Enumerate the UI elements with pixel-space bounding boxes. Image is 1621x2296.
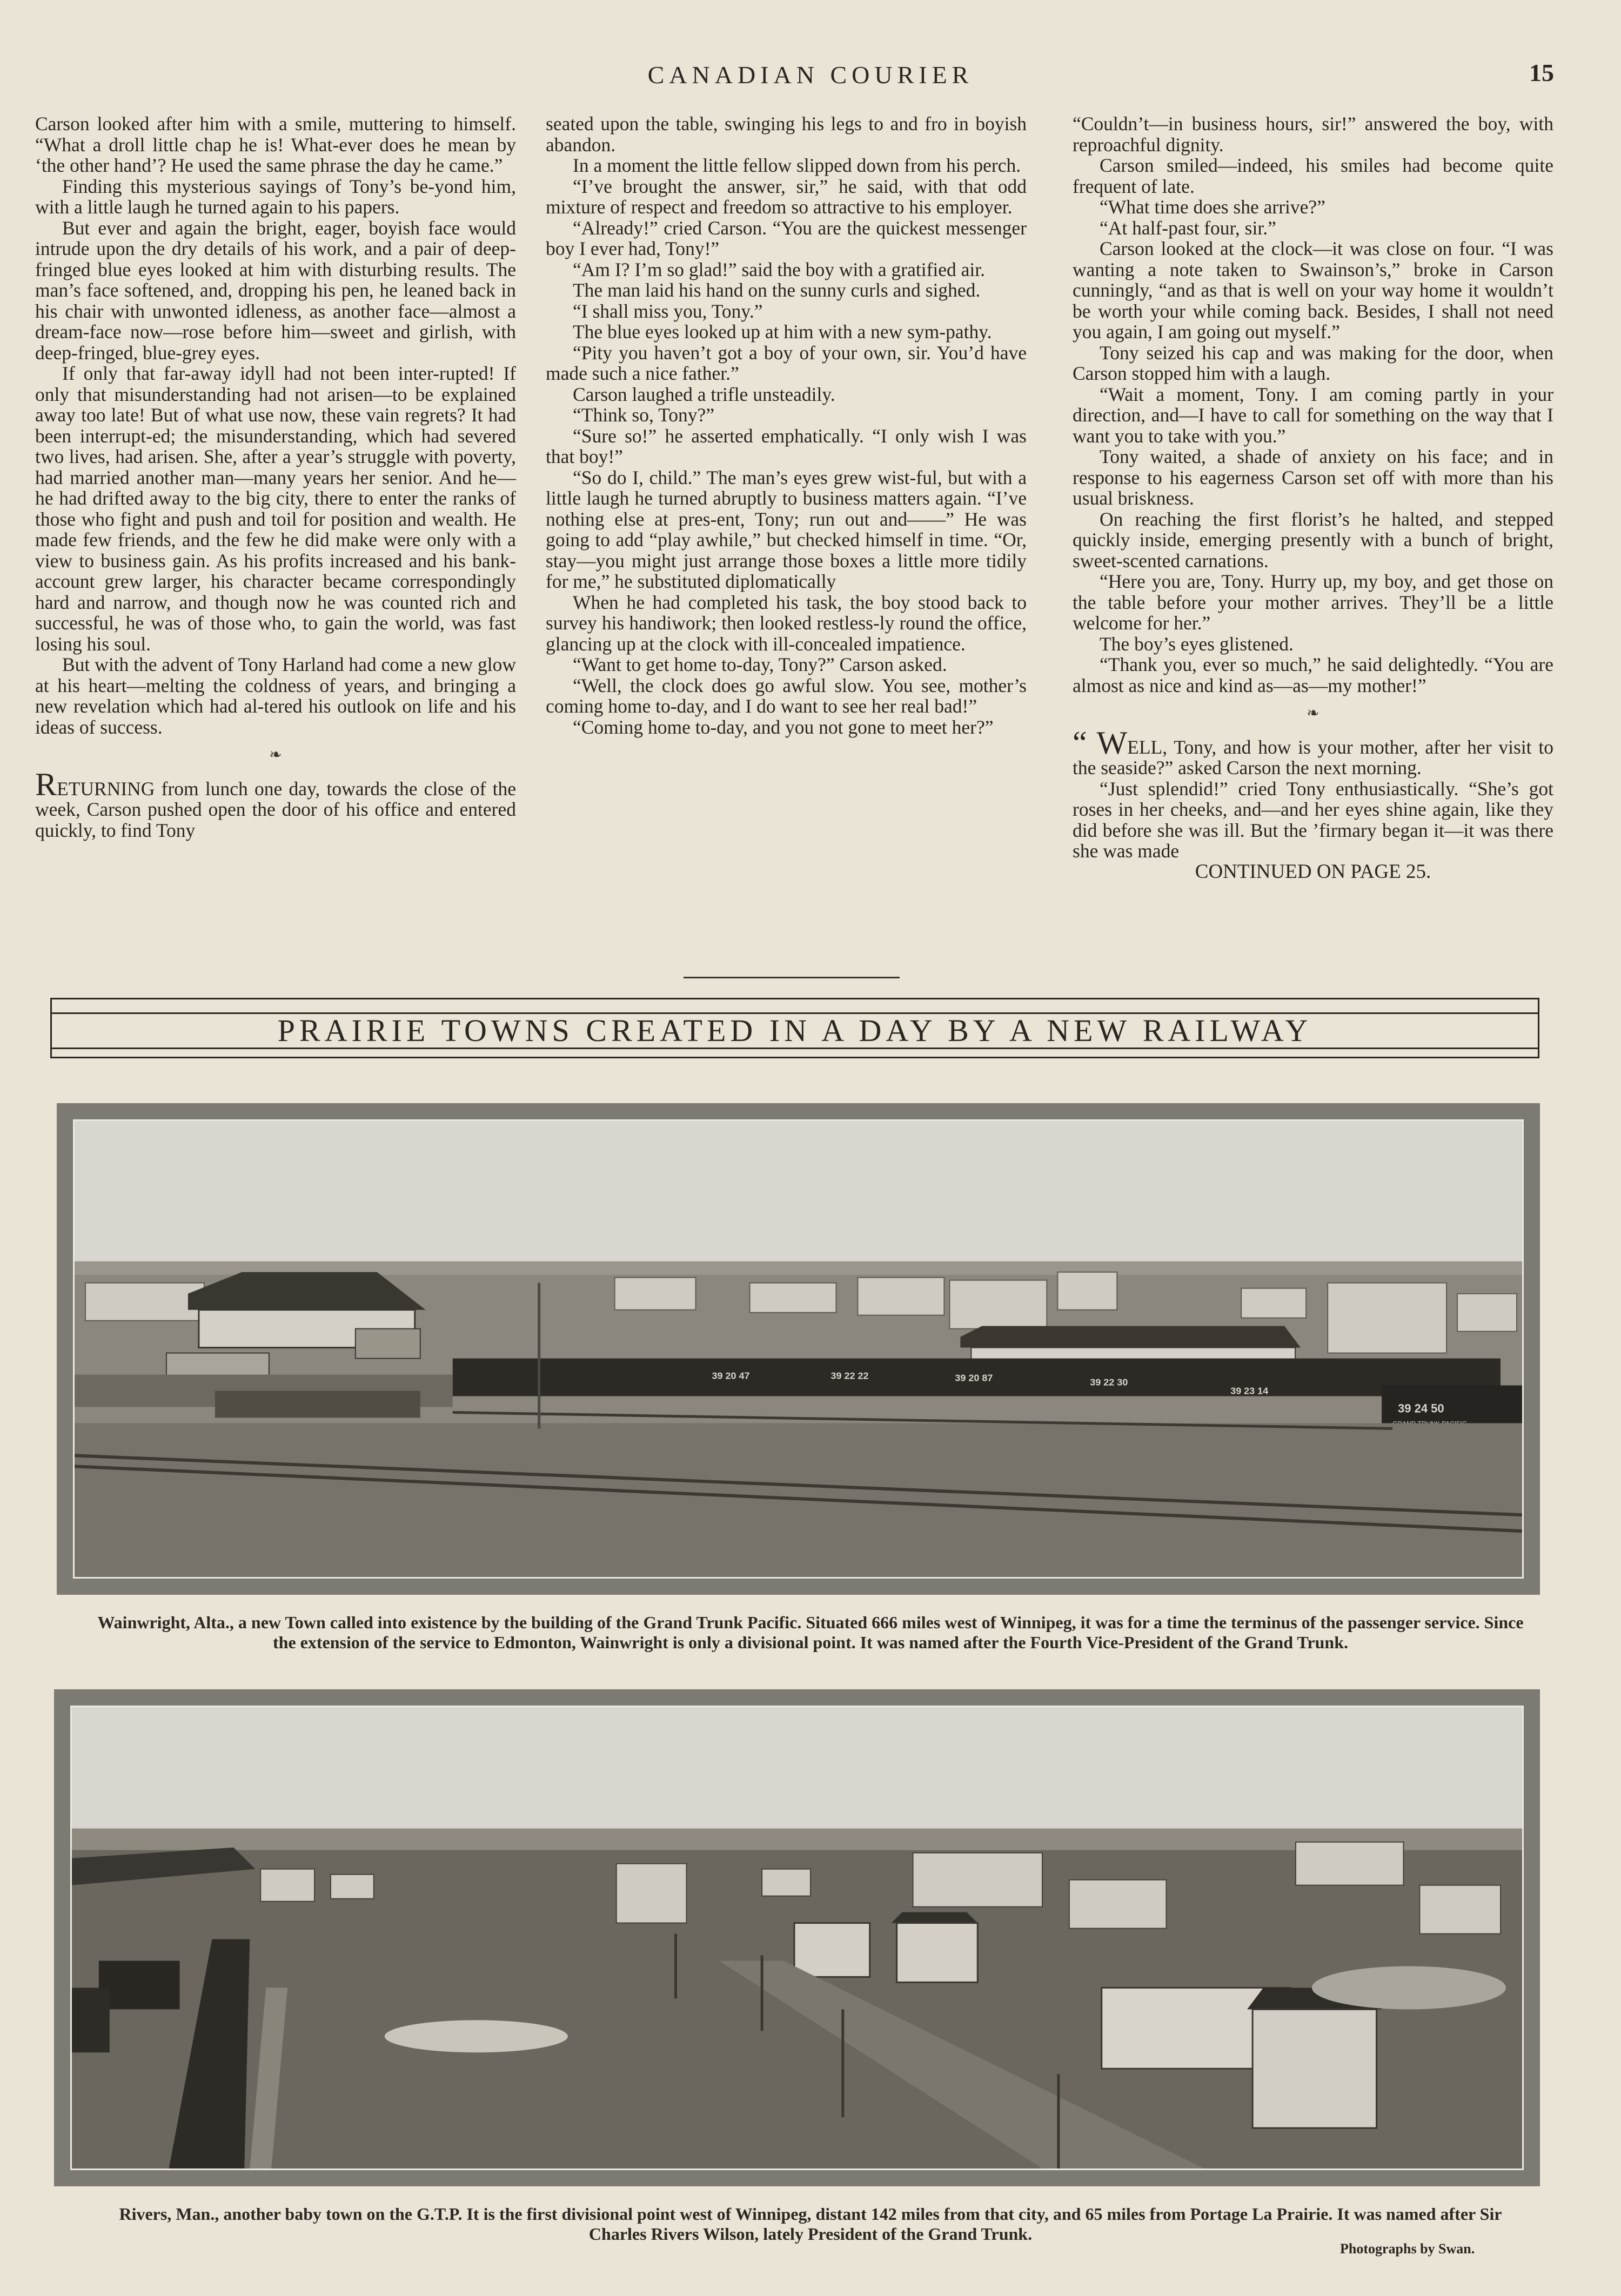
paragraph: “Pity you haven’t got a boy of your own, sir. You’d have made such a nice father.” — [546, 341, 1027, 384]
freight-car-number: 39 23 14 — [1230, 1385, 1269, 1397]
paragraph: Carson looked at the clock—it was close on four. “I was wanting a note taken to Swainson’s,” broke in Carson cunningly, “and as that is well on your way home it wouldn’t be worth your while coming back. Besides, I shall not need you again, I am going out myself.” — [1073, 238, 1553, 343]
page-header-title: CANADIAN COURIER — [647, 61, 974, 89]
paragraph: “Here you are, Tony. Hurry up, my boy, and get those on the table before your mother arrives. They’ll be a little welcome for her.” — [1073, 570, 1553, 634]
paragraph: seated upon the table, swinging his legs to and fro in boyish abandon. — [546, 113, 1027, 156]
paragraph: “Wait a moment, Tony. I am coming partly in your direction, and—I have to call for something on the way that I want you to take with you.” — [1073, 383, 1553, 447]
paragraph: The blue eyes looked up at him with a new sym-pathy. — [573, 321, 992, 343]
paragraph: But ever and again the bright, eager, boyish face would intrude upon the dry details of his work, and a pair of deep-fringed blue eyes looked at him with disturbing results. The man’s face softened, and, dropping his pen, he leaned back in his chair with unwonted idleness, as another face—almost a dream-face now—rose before him—sweet and girlish, with deep-fringed, blue-grey eyes. — [35, 217, 516, 364]
paragraph: “I shall miss you, Tony.” — [573, 300, 763, 322]
paragraph: “Am I? I’m so glad!” said the boy with a gratified air. — [573, 258, 986, 280]
paragraph: Carson looked after him with a smile, muttering to himself. “What a droll little chap he is! What-ever does he mean by ‘the other hand’? He used the same phrase the day he came.” — [35, 113, 516, 176]
paragraph: “Already!” cried Carson. “You are the quickest messenger boy I ever had, Tony!” — [546, 217, 1027, 259]
paragraph: Finding this mysterious sayings of Tony’s be-yond him, with a little laugh he turned again to his papers. — [35, 175, 516, 218]
freight-car-number: 39 20 87 — [955, 1372, 993, 1384]
section-title: PRAIRIE TOWNS CREATED IN A DAY BY A NEW RAILWAY — [277, 1013, 1312, 1048]
freight-car-number: 39 20 47 — [712, 1370, 750, 1381]
story-column-2 — [546, 113, 1027, 737]
paragraph: “Well, the clock does go awful slow. You see, mother’s coming home to-day, and I do want to see her real bad!” — [546, 674, 1027, 717]
paragraph: But with the advent of Tony Harland had come a new glow at his heart—melting the coldness of years, and bringing a new revelation which had al-tered his outlook on life and his ideas of success. — [35, 654, 516, 738]
freight-car-number: 39 22 30 — [1090, 1377, 1128, 1388]
section-divider-rule — [684, 977, 900, 978]
wainwright-photo-frame — [57, 1103, 1540, 1595]
paragraph: “Sure so!” he asserted emphatically. “I only wish I was that boy!” — [546, 425, 1027, 467]
section-ornament: ❧ — [1307, 705, 1319, 722]
photo-credit: Photographs by Swan. — [1340, 2241, 1475, 2257]
paragraph: “Couldn’t—in business hours, sir!” answered the boy, with reproachful dignity. — [1073, 113, 1553, 156]
paragraph: “Coming home to-day, and you not gone to meet her?” — [573, 716, 994, 738]
paragraph: Carson laughed a trifle unsteadily. — [573, 383, 835, 405]
paragraph-text: ELL, Tony, and how is your mother, after her visit to the seaside?” asked Carson the next morning. — [1073, 736, 1553, 778]
drop-cap: “ W — [1073, 724, 1128, 761]
drop-cap: R — [35, 766, 57, 802]
paragraph: On reaching the first florist’s he halted, and stepped quickly inside, emerging presently with a bunch of bright, sweet-scented carnations. — [1073, 508, 1553, 572]
wainwright-photo — [73, 1119, 1524, 1579]
paragraph-text: ETURNING from lunch one day, towards the close of the week, Carson pushed open the door of his office and entered quickly, to find Tony — [35, 777, 516, 841]
paragraph: The boy’s eyes glistened. — [1100, 633, 1294, 655]
paragraph: “What time does she arrive?” — [1100, 196, 1325, 218]
section-banner — [50, 998, 1539, 1058]
rivers-photo-frame — [54, 1689, 1540, 2186]
banner-rule — [52, 1012, 1538, 1049]
section-ornament: ❧ — [269, 747, 282, 763]
paragraph: When he had completed his task, the boy stood back to survey his handiwork; then looked restless-ly round the office, glancing up at the clock with ill-concealed impatience. — [546, 591, 1027, 655]
paragraph: “I’ve brought the answer, sir,” he said, with that odd mixture of respect and freedom so attractive to his employer. — [546, 175, 1027, 218]
paragraph: Tony waited, a shade of anxiety on his face; and in response to his eagerness Carson set off with more than his usual briskness. — [1073, 446, 1553, 509]
paragraph: Tony seized his cap and was making for the door, when Carson stopped him with a laugh. — [1073, 341, 1553, 384]
freight-car-number: 39 22 22 — [830, 1370, 869, 1381]
paragraph: The man laid his hand on the sunny curls and sighed. — [573, 279, 981, 301]
rivers-photo — [70, 1706, 1524, 2170]
wainwright-photo-image — [75, 1121, 1522, 1577]
paragraph: “Thank you, ever so much,” he said delightedly. “You are almost as nice and kind as—as—my mother!” — [1073, 654, 1553, 696]
paragraph: “So do I, child.” The man’s eyes grew wist-ful, but with a little laugh he turned abruptly to business matters again. “I’ve nothing else at pres-ent, Tony; run out and——” He was going to add “play awhile,” but checked himself in time. “Or, stay—you might just arrange those boxes a little more tidily for me,” he substituted diplomatically — [546, 466, 1027, 592]
story-column-1 — [35, 113, 516, 841]
wainwright-caption: Wainwright, Alta., a new Town called into existence by the building of the Grand Trunk Pacific. Situated 666 miles west of Winnipeg, it was for a time the terminus of the passenger service. Since the extension of the service to Edmonton, Wainwright is only a divisional point. It was named after the Fourth Vice-President of the Grand Trunk. — [97, 1613, 1524, 1652]
story-column-3 — [1073, 113, 1553, 882]
paragraph — [35, 766, 516, 841]
page-number: 15 — [1529, 59, 1554, 86]
paragraph: In a moment the little fellow slipped down from his perch. — [573, 155, 1021, 176]
paragraph: “Just splendid!” cried Tony enthusiastically. “She’s got roses in her cheeks, and—and her eyes shine again, like they did before she was ill. But the ’firmary began it—it was there she was made — [1073, 777, 1553, 862]
freight-car-number: 39 24 50 — [1398, 1401, 1444, 1415]
paragraph: “Think so, Tony?” — [573, 404, 715, 426]
rivers-caption: Rivers, Man., another baby town on the G.T.P. It is the first divisional point west of Winnipeg, distant 142 miles from that city, and 65 miles from Portage La Prairie. It was named after Sir Charles Rivers Wilson, lately President of the Grand Trunk. — [119, 2204, 1502, 2244]
continued-notice: CONTINUED ON PAGE 25. — [1195, 860, 1431, 883]
paragraph — [1073, 724, 1553, 778]
paragraph: If only that far-away idyll had not been inter-rupted! If only that misunderstanding had not arisen—to be explained away too late! But of what use now, these vain regrets? It had been interrupt-ed; the misunderstanding, which had severed two lives, had arisen. She, after a year’s struggle with poverty, had married another man—many years her senior. And he—he had drifted away to the big city, there to enter the ranks of those who fight and push and toil for position and wealth. He made few friends, and the few he did make were only with a view to business gain. As his profits increased and his bank-account grew larger, his character became correspondingly hard and narrow, and though now he was counted rich and successful, he was of those who, to gain the world, was fast losing his soul. — [35, 362, 516, 655]
rivers-photo-image — [72, 1707, 1522, 2169]
paragraph: Carson smiled—indeed, his smiles had become quite frequent of late. — [1073, 155, 1553, 197]
paragraph: “At half-past four, sir.” — [1100, 217, 1276, 239]
paragraph: “Want to get home to-day, Tony?” Carson asked. — [573, 654, 947, 675]
